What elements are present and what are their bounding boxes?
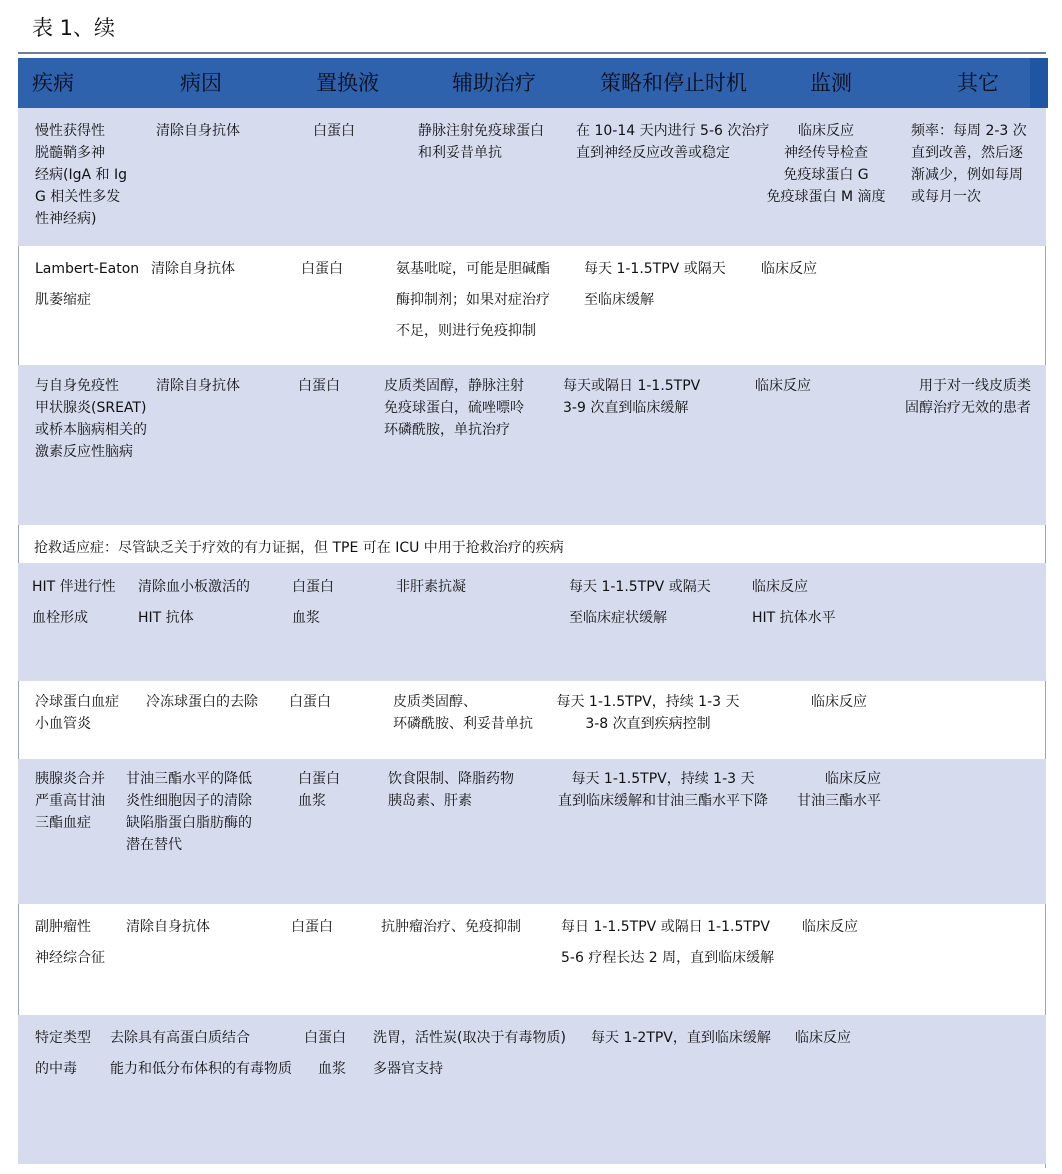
cell-fluid: 白蛋白 xyxy=(301,261,343,277)
cell-strategy: 每天或隔日 1-1.5TPV 3-9 次直到临床缓解 xyxy=(563,378,701,416)
cell-fluid: 白蛋白 xyxy=(289,694,331,710)
cell-disease: HIT 伴进行性 血栓形成 xyxy=(32,579,116,626)
cell-adjunct: 饮食限制、降脂药物 胰岛素、肝素 xyxy=(388,771,514,809)
cell-strategy: 在 10-14 天内进行 5-6 次治疗 直到神经反应改善或稳定 xyxy=(576,123,770,161)
cell-cause: 清除自身抗体 xyxy=(151,261,235,277)
cell-adjunct: 皮质类固醇，静脉注射 免疫球蛋白，硫唑嘌呤 环磷酰胺，单抗治疗 xyxy=(384,378,524,438)
header-adjunct: 辅助治疗 xyxy=(452,71,536,95)
cell-disease: 胰腺炎合并 严重高甘油 三酯血症 xyxy=(35,771,105,831)
cell-fluid: 白蛋白 血浆 xyxy=(298,771,340,809)
cell-fluid: 白蛋白 xyxy=(298,378,340,394)
cell-adjunct: 氨基吡啶，可能是胆碱酯 酶抑制剂；如果对症治疗 不足，则进行免疫抑制 xyxy=(396,261,550,339)
cell-adjunct: 皮质类固醇、 环磷酰胺、利妥昔单抗 xyxy=(393,694,533,732)
cell-adjunct: 静脉注射免疫球蛋白 和利妥昔单抗 xyxy=(418,123,544,161)
cell-strategy: 每天 1-2TPV，直到临床缓解 xyxy=(591,1030,771,1046)
cell-monitor: 临床反应 xyxy=(802,919,858,935)
cell-monitor: 临床反应 xyxy=(795,1030,851,1046)
cell-monitor: 临床反应 xyxy=(811,694,867,710)
cell-cause: 冷冻球蛋白的去除 xyxy=(146,694,258,710)
cell-cause: 清除自身抗体 xyxy=(156,378,240,394)
header-strategy: 策略和停止时机 xyxy=(600,71,747,95)
cell-adjunct: 非肝素抗凝 xyxy=(396,579,466,595)
header-monitor: 监测 xyxy=(810,71,852,95)
cell-disease: 慢性获得性 脱髓鞘多神 经病(IgA 和 Ig G 相关性多发 性神经病) xyxy=(35,123,127,227)
table-header xyxy=(18,58,1048,108)
header-fluid: 置换液 xyxy=(316,71,379,95)
cell-fluid: 白蛋白 xyxy=(313,123,355,139)
cell-disease: 与自身免疫性 甲状腺炎(SREAT) 或桥本脑病相关的 激素反应性脑病 xyxy=(35,378,147,460)
cell-strategy: 每天 1-1.5TPV，持续 1-3 天 3-8 次直到疾病控制 xyxy=(556,694,740,732)
cell-monitor: 临床反应 xyxy=(755,378,811,394)
header-other: 其它 xyxy=(957,71,999,95)
cell-cause: 去除具有高蛋白质结合 能力和低分布体积的有毒物质 xyxy=(110,1030,292,1077)
cell-fluid: 白蛋白 血浆 xyxy=(304,1030,346,1077)
cell-monitor: 临床反应 xyxy=(761,261,817,277)
cell-cause: 清除自身抗体 xyxy=(126,919,210,935)
cell-disease: Lambert-Eaton 肌萎缩症 xyxy=(35,261,140,308)
cell-fluid: 白蛋白 xyxy=(291,919,333,935)
cell-strategy: 每日 1-1.5TPV 或隔日 1-1.5TPV 5-6 疗程长达 2 周，直到临床缓解 xyxy=(561,919,775,966)
cell-disease: 副肿瘤性 神经综合征 xyxy=(35,919,105,966)
cell-cause: 甘油三酯水平的降低 炎性细胞因子的清除 缺陷脂蛋白脂肪酶的 潜在替代 xyxy=(126,771,252,853)
cell-disease: 冷球蛋白血症 小血管炎 xyxy=(35,694,119,732)
header-cause: 病因 xyxy=(180,71,222,95)
cell-disease: 特定类型 的中毒 xyxy=(35,1030,91,1077)
header-disease: 疾病 xyxy=(32,71,74,95)
top-rule xyxy=(18,52,1046,54)
cell-other: 用于对一线皮质类 固醇治疗无效的患者 xyxy=(905,378,1031,416)
cell-cause: 清除血小板激活的 HIT 抗体 xyxy=(138,579,250,626)
cell-strategy: 每天 1-1.5TPV 或隔天 至临床症状缓解 xyxy=(569,579,711,626)
cell-adjunct: 抗肿瘤治疗、免疫抑制 xyxy=(381,919,521,935)
cell-monitor: 临床反应 HIT 抗体水平 xyxy=(752,579,836,626)
rescue-indication-note: 抢救适应症：尽管缺乏关于疗效的有力证据，但 TPE 可在 ICU 中用于抢救治疗的疾病 xyxy=(34,540,564,556)
cell-strategy: 每天 1-1.5TPV，持续 1-3 天 直到临床缓解和甘油三酯水平下降 xyxy=(558,771,768,809)
cell-cause: 清除自身抗体 xyxy=(156,123,240,139)
cell-fluid: 白蛋白 血浆 xyxy=(292,579,334,626)
cell-adjunct: 洗胃，活性炭(取决于有毒物质) 多器官支持 xyxy=(373,1030,566,1077)
cell-other: 频率：每周 2-3 次 直到改善，然后逐 渐减少，例如每周 或每月一次 xyxy=(911,123,1027,205)
table-caption: 表 1、续 xyxy=(32,16,116,40)
cell-monitor: 临床反应 神经传导检查 免疫球蛋白 G 免疫球蛋白 M 滴度 xyxy=(766,123,886,205)
cell-monitor: 临床反应 甘油三酯水平 xyxy=(797,771,881,809)
cell-strategy: 每天 1-1.5TPV 或隔天 至临床缓解 xyxy=(584,261,726,308)
